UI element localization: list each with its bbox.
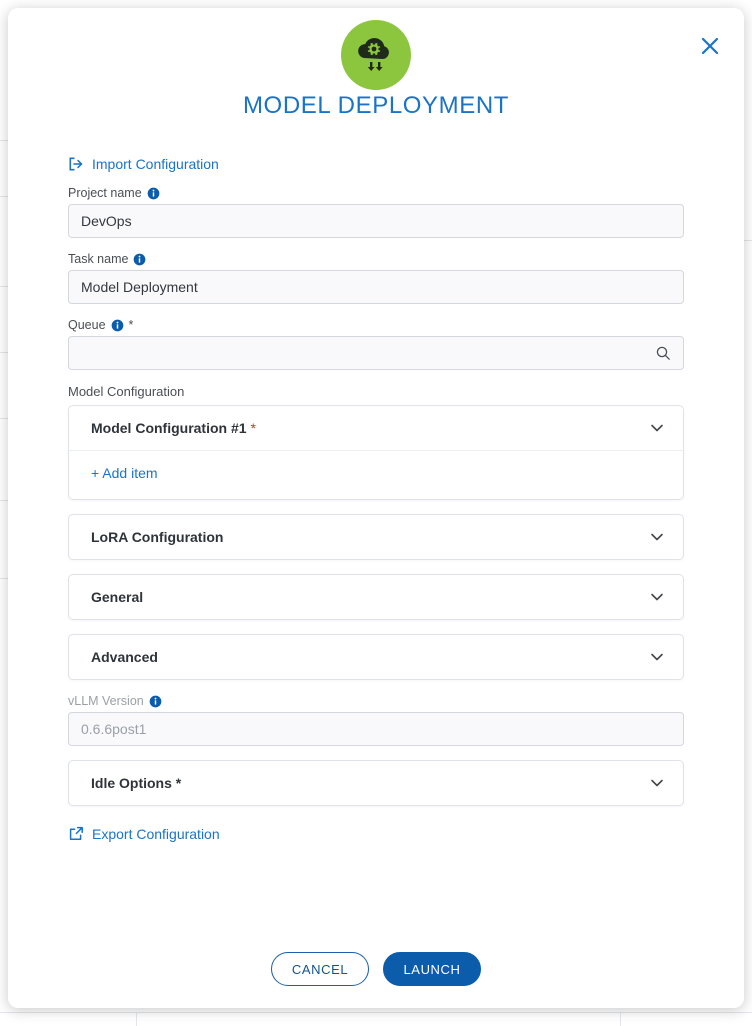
task-name-label-text: Task name	[68, 252, 129, 266]
export-icon	[68, 826, 84, 842]
vllm-version-label	[68, 694, 684, 708]
advanced-panel-header[interactable]	[69, 635, 683, 679]
task-name-label	[68, 252, 684, 266]
project-name-field	[68, 186, 684, 238]
task-name-field	[68, 252, 684, 304]
page-title: MODEL DEPLOYMENT	[242, 92, 510, 119]
model-configuration-section-label: Model Configuration	[68, 384, 185, 399]
model-configuration-panel-body	[69, 450, 683, 499]
chevron-down-icon[interactable]	[649, 529, 665, 545]
idle-options-title-text: Idle Options	[91, 775, 172, 791]
model-configuration-panel	[68, 405, 684, 500]
vllm-version-input[interactable]	[68, 712, 684, 746]
lora-configuration-panel	[68, 514, 684, 560]
add-item-button[interactable]: + Add item	[91, 465, 158, 481]
lora-configuration-title: LoRA Configuration	[91, 529, 224, 545]
general-panel	[68, 574, 684, 620]
idle-options-panel-header[interactable]	[69, 761, 683, 805]
advanced-panel	[68, 634, 684, 680]
close-icon[interactable]	[698, 34, 722, 58]
task-name-value: Model Deployment	[81, 279, 198, 295]
queue-label-text: Queue	[68, 318, 106, 332]
general-title: General	[91, 589, 144, 605]
export-configuration-link[interactable]	[68, 826, 684, 842]
model-configuration-panel-header[interactable]	[69, 406, 683, 450]
import-icon	[68, 156, 84, 172]
launch-button[interactable]: LAUNCH	[383, 952, 481, 986]
dialog-footer	[8, 952, 744, 986]
vllm-version-label-text: vLLM Version	[68, 694, 144, 708]
idle-options-title	[91, 775, 181, 791]
idle-options-required-mark: *	[175, 775, 182, 791]
project-name-label-text: Project name	[68, 186, 142, 200]
chevron-down-icon[interactable]	[649, 589, 665, 605]
general-panel-header[interactable]	[69, 575, 683, 619]
chevron-down-icon[interactable]	[649, 649, 665, 665]
advanced-title: Advanced	[91, 649, 158, 665]
import-configuration-label: Import Configuration	[92, 156, 219, 172]
queue-input[interactable]	[68, 336, 684, 370]
import-configuration-link[interactable]	[68, 156, 684, 172]
info-icon[interactable]	[111, 319, 124, 332]
export-configuration-label: Export Configuration	[92, 826, 220, 842]
search-icon[interactable]	[655, 345, 671, 361]
queue-required-mark: *	[128, 318, 134, 332]
model-deployment-dialog	[8, 8, 744, 1008]
project-name-input[interactable]	[68, 204, 684, 238]
lora-configuration-panel-header[interactable]	[69, 515, 683, 559]
chevron-down-icon[interactable]	[649, 775, 665, 791]
info-icon[interactable]	[147, 187, 160, 200]
idle-options-panel	[68, 760, 684, 806]
project-name-value: DevOps	[81, 213, 132, 229]
queue-field	[68, 318, 684, 370]
deployment-form	[68, 156, 684, 842]
cancel-button[interactable]: CANCEL	[271, 952, 369, 986]
project-name-label	[68, 186, 684, 200]
vllm-version-placeholder: 0.6.6post1	[81, 721, 147, 737]
chevron-down-icon[interactable]	[649, 420, 665, 436]
model-configuration-panel-title	[91, 420, 256, 436]
model-configuration-title-text: Model Configuration #1	[91, 420, 247, 436]
info-icon[interactable]	[149, 695, 162, 708]
cloud-gear-icon	[341, 20, 411, 90]
task-name-input[interactable]	[68, 270, 684, 304]
info-icon[interactable]	[133, 253, 146, 266]
model-configuration-required-mark: *	[250, 420, 256, 436]
vllm-version-field	[68, 694, 684, 746]
queue-label	[68, 318, 684, 332]
